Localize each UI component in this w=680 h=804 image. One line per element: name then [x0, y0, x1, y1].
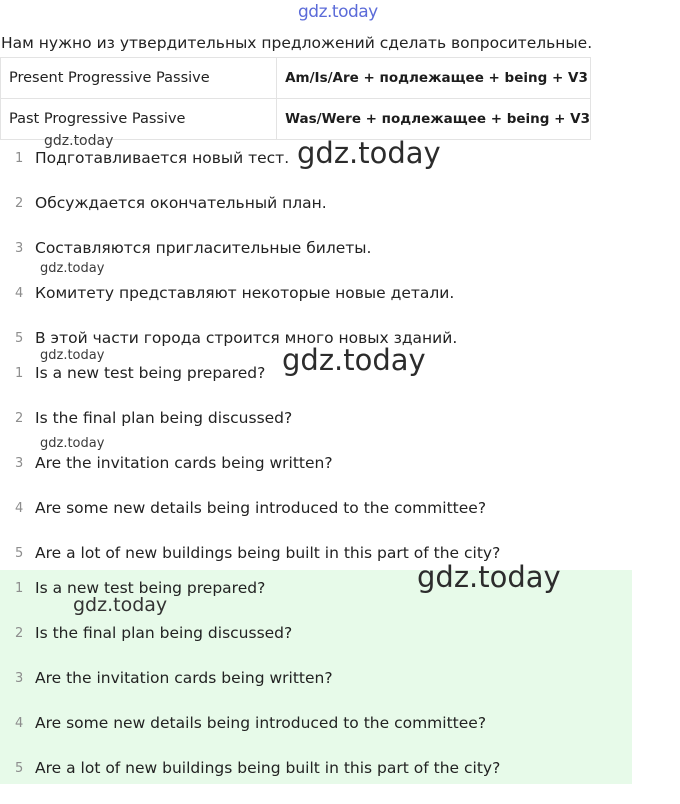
answer-item: [0, 624, 632, 669]
item-number: 4: [15, 716, 24, 731]
item-number: 2: [15, 196, 24, 211]
item-number: 4: [15, 286, 24, 301]
item-number: 5: [15, 331, 24, 346]
list-item: [0, 194, 632, 239]
item-number: 2: [15, 411, 24, 426]
item-number: 1: [15, 366, 24, 381]
item-text: Is the final plan being discussed?: [35, 409, 293, 427]
item-text: Are a lot of new buildings being built in this part of the city?: [35, 759, 501, 777]
item-text: Are a lot of new buildings being built in this part of the city?: [35, 544, 501, 562]
item-text: В этой части города строится много новых зданий.: [35, 329, 458, 347]
table-row: [1, 58, 591, 99]
answer-item: [0, 759, 632, 804]
item-text: Is a new test being prepared?: [35, 579, 266, 597]
watermark: gdz.today: [40, 261, 105, 276]
watermark: gdz.today: [44, 133, 114, 149]
watermark: gdz.today: [40, 436, 105, 451]
item-text: Составляются пригласительные билеты.: [35, 239, 372, 257]
item-number: 5: [15, 546, 24, 561]
answer-item: [0, 669, 632, 714]
intro-text: Нам нужно из утвердительных предложений сделать вопросительные.: [1, 34, 593, 52]
item-text: Are some new details being introduced to the committee?: [35, 714, 487, 732]
tense-cell: Present Progressive Passive: [1, 58, 277, 99]
item-text: Are the invitation cards being written?: [35, 454, 333, 472]
item-number: 3: [15, 456, 24, 471]
watermark: gdz.today: [73, 594, 168, 616]
item-text: Are the invitation cards being written?: [35, 669, 333, 687]
tense-cell: Past Progressive Passive: [1, 99, 277, 140]
watermark: gdz.today: [297, 136, 441, 170]
top-watermark: gdz.today: [298, 2, 378, 22]
item-number: 1: [15, 581, 24, 596]
grammar-table: [0, 57, 591, 140]
list-item: [0, 454, 632, 499]
watermark: gdz.today: [282, 343, 426, 377]
watermark: gdz.today: [417, 560, 561, 594]
item-text: Подготавливается новый тест.: [35, 149, 290, 167]
list-item: [0, 284, 632, 329]
answer-item: [0, 714, 632, 759]
item-number: 1: [15, 151, 24, 166]
formula-cell: Am/Is/Are + подлежащее + being + V3: [277, 58, 591, 99]
watermark: gdz.today: [40, 348, 105, 363]
formula-cell: Was/Were + подлежащее + being + V3: [277, 99, 591, 140]
item-number: 3: [15, 671, 24, 686]
item-number: 5: [15, 761, 24, 776]
item-number: 4: [15, 501, 24, 516]
item-text: Комитету представляют некоторые новые детали.: [35, 284, 455, 302]
item-text: Are some new details being introduced to the committee?: [35, 499, 487, 517]
item-number: 2: [15, 626, 24, 641]
item-text: Is a new test being prepared?: [35, 364, 266, 382]
item-text: Обсуждается окончательный план.: [35, 194, 327, 212]
item-text: Is the final plan being discussed?: [35, 624, 293, 642]
item-number: 3: [15, 241, 24, 256]
list-item: [0, 499, 632, 544]
